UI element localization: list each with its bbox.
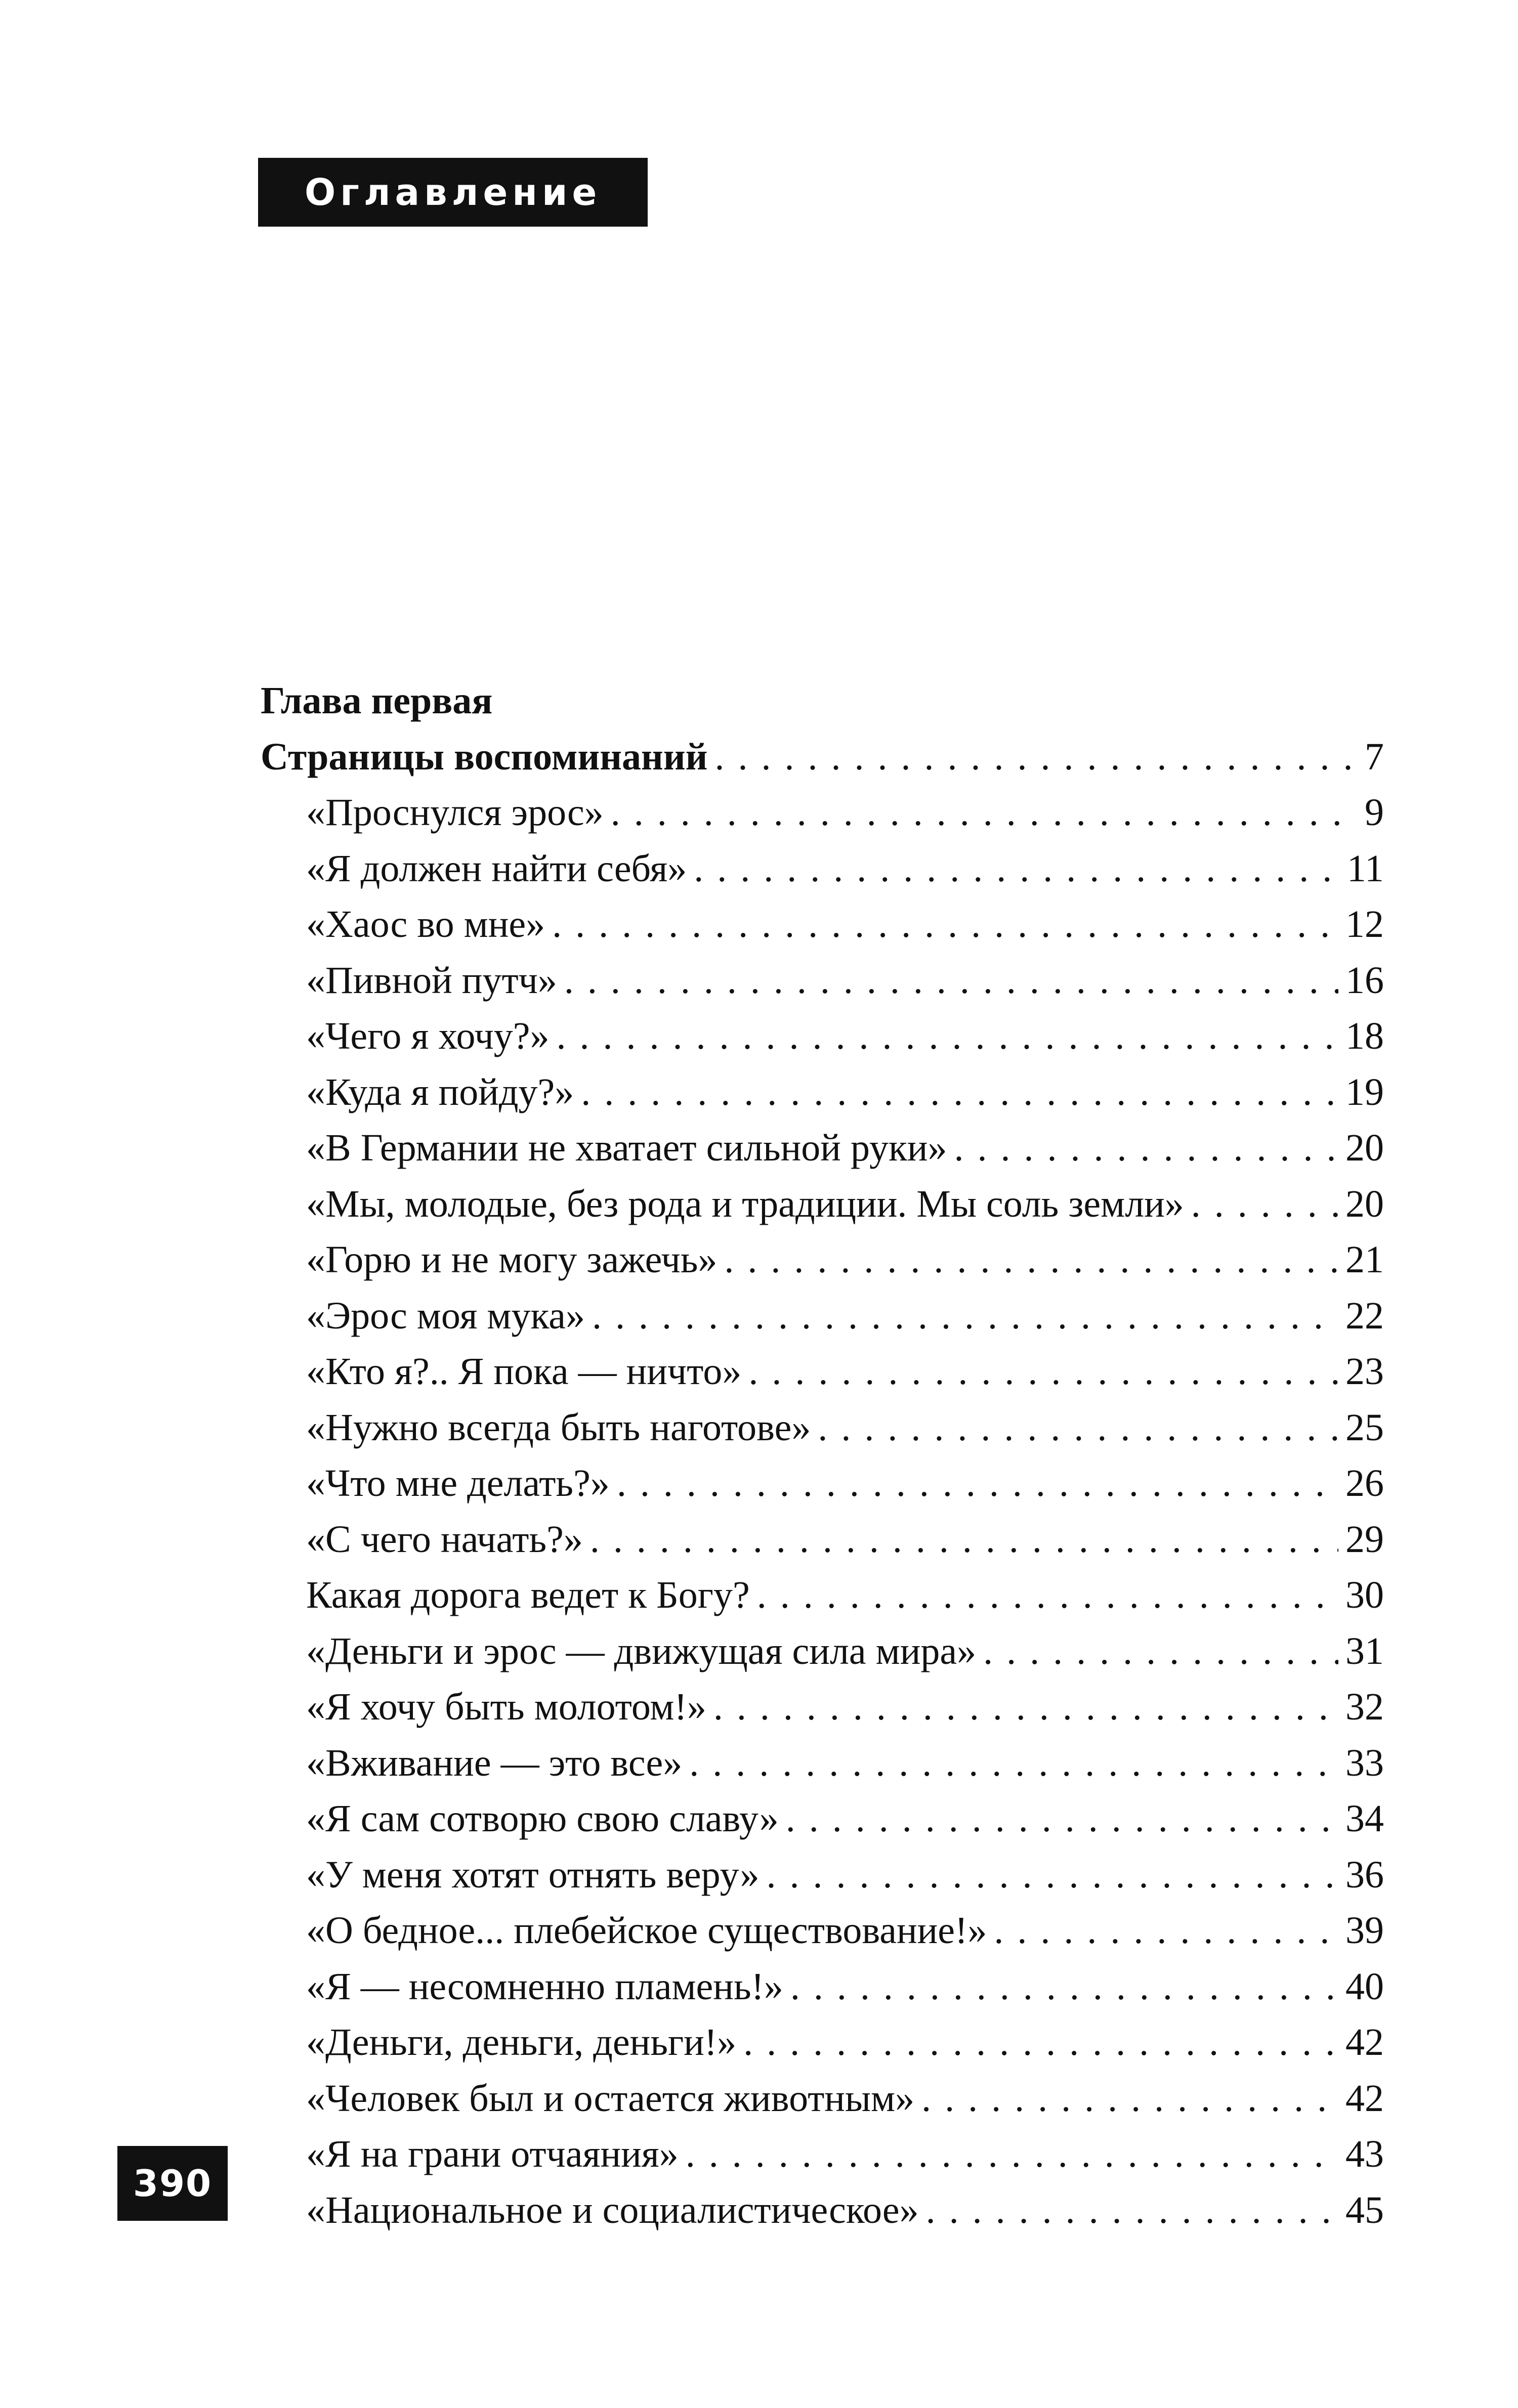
dot-leader xyxy=(564,953,1338,1009)
dot-leader xyxy=(757,1567,1338,1623)
toc-entry-title: «Эрос моя мука» xyxy=(306,1294,585,1337)
toc-entry-title: «Я — несомненно пламень!» xyxy=(306,1965,783,2008)
toc-entry-page-number: 45 xyxy=(1345,2188,1384,2231)
dot-leader xyxy=(748,1344,1338,1400)
toc-entry-title: «Деньги, деньги, деньги!» xyxy=(306,2021,737,2063)
toc-entry xyxy=(261,1176,1384,1232)
toc-entry-page-number: 9 xyxy=(1365,791,1384,834)
chapter-title: Страницы воспоминаний xyxy=(261,735,708,778)
dot-leader xyxy=(954,1120,1338,1176)
toc-entry-page-number: 21 xyxy=(1345,1238,1384,1281)
chapter-label: Глава первая xyxy=(261,679,493,722)
toc-entry-page-number: 20 xyxy=(1345,1182,1384,1225)
dot-leader xyxy=(617,1455,1338,1512)
toc-entry-page-number: 30 xyxy=(1345,1574,1384,1616)
chapter-title-row xyxy=(261,729,1384,785)
toc-entry-page-number: 42 xyxy=(1345,2021,1384,2063)
toc-entry-title: «Я на грани отчаяния» xyxy=(306,2133,679,2175)
toc-entry-title: «Горю и не могу зажечь» xyxy=(306,1238,718,1281)
dot-leader xyxy=(552,896,1338,953)
dot-leader xyxy=(743,2014,1338,2071)
toc-entry-title: «Куда я пойду?» xyxy=(306,1070,574,1113)
toc-entry xyxy=(261,1008,1384,1064)
dot-leader xyxy=(689,1735,1338,1791)
dot-leader xyxy=(724,1232,1338,1288)
toc-entry-page-number: 23 xyxy=(1345,1350,1384,1393)
toc-entry-title: «Я сам сотворю свою славу» xyxy=(306,1797,779,1840)
toc-entry-page-number: 31 xyxy=(1345,1629,1384,1672)
toc-entry xyxy=(261,1623,1384,1680)
toc-entry-page-number: 20 xyxy=(1345,1127,1384,1169)
dot-leader xyxy=(611,785,1358,841)
toc-entry-page-number: 18 xyxy=(1345,1015,1384,1057)
toc-entry-title: «В Германии не хватает сильной руки» xyxy=(306,1127,947,1169)
toc-entry xyxy=(261,1288,1384,1344)
dot-leader xyxy=(592,1288,1338,1344)
toc-entry xyxy=(261,1791,1384,1847)
toc-entry-title: «Я должен найти себя» xyxy=(306,847,687,890)
toc-entry-title: «Национальное и социалистическое» xyxy=(306,2188,919,2231)
toc-entry xyxy=(261,2182,1384,2239)
toc-entry-title: «Вживание — это все» xyxy=(306,1741,683,1784)
toc-entry xyxy=(261,2014,1384,2071)
table-of-contents xyxy=(261,673,1384,2238)
toc-entry xyxy=(261,1344,1384,1400)
toc-entry-page-number: 12 xyxy=(1345,903,1384,945)
toc-entry xyxy=(261,1064,1384,1121)
toc-entry-title: «Пивной путч» xyxy=(306,959,557,1002)
toc-entry-title: «Проснулся эрос» xyxy=(306,791,604,834)
toc-entry xyxy=(261,1512,1384,1568)
toc-entry-title: «У меня хотят отнять веру» xyxy=(306,1853,760,1896)
toc-entry xyxy=(261,785,1384,841)
toc-entry xyxy=(261,2126,1384,2182)
toc-entry xyxy=(261,1903,1384,1959)
toc-entry-page-number: 16 xyxy=(1345,959,1384,1002)
toc-entry xyxy=(261,1232,1384,1288)
chapter-label-row xyxy=(261,673,1384,729)
toc-entry xyxy=(261,1400,1384,1456)
toc-entry xyxy=(261,1847,1384,1903)
dot-leader xyxy=(1191,1176,1338,1232)
toc-entry xyxy=(261,896,1384,953)
dot-leader xyxy=(714,729,1358,785)
page-number: 390 xyxy=(133,2162,213,2205)
dot-leader xyxy=(983,1623,1338,1680)
toc-entry xyxy=(261,1735,1384,1791)
toc-entry-title: «Кто я?.. Я пока — ничто» xyxy=(306,1350,742,1393)
toc-entry-title: «Деньги и эрос — движущая сила мира» xyxy=(306,1629,977,1672)
page-number-badge xyxy=(117,2146,228,2221)
toc-entry-page-number: 26 xyxy=(1345,1462,1384,1504)
toc-entry-title: «Чего я хочу?» xyxy=(306,1015,550,1057)
dot-leader xyxy=(686,2126,1338,2182)
toc-entry-page-number: 40 xyxy=(1345,1965,1384,2008)
toc-entry-page-number: 43 xyxy=(1345,2133,1384,2175)
toc-entry-page-number: 19 xyxy=(1345,1070,1384,1113)
dot-leader xyxy=(590,1512,1338,1568)
dot-leader xyxy=(694,841,1340,897)
toc-entry xyxy=(261,841,1384,897)
toc-entry xyxy=(261,2071,1384,2127)
dot-leader xyxy=(786,1791,1338,1847)
toc-entry-page-number: 32 xyxy=(1345,1686,1384,1728)
toc-entry xyxy=(261,1455,1384,1512)
toc-entry-page-number: 33 xyxy=(1345,1741,1384,1784)
toc-entry-title: «Человек был и остается животным» xyxy=(306,2077,915,2120)
section-header xyxy=(258,158,648,227)
toc-entry-title: «Мы, молодые, без рода и традиции. Мы соль земли» xyxy=(306,1182,1184,1225)
toc-entry xyxy=(261,1120,1384,1176)
toc-entry-list xyxy=(261,785,1384,2238)
dot-leader xyxy=(556,1008,1338,1064)
toc-entry-title: «Хаос во мне» xyxy=(306,903,545,945)
toc-entry xyxy=(261,1959,1384,2015)
toc-entry-title: «С чего начать?» xyxy=(306,1518,583,1561)
toc-entry-page-number: 29 xyxy=(1345,1518,1384,1561)
toc-entry-page-number: 25 xyxy=(1345,1406,1384,1449)
dot-leader xyxy=(818,1400,1338,1456)
toc-entry xyxy=(261,953,1384,1009)
toc-entry-page-number: 36 xyxy=(1345,1853,1384,1896)
toc-entry-title: «Я хочу быть молотом!» xyxy=(306,1686,706,1728)
toc-entry-page-number: 11 xyxy=(1346,847,1384,890)
dot-leader xyxy=(790,1959,1338,2015)
toc-entry-title: «Нужно всегда быть наготове» xyxy=(306,1406,811,1449)
dot-leader xyxy=(921,2071,1338,2127)
toc-entry-title: Какая дорога ведет к Богу? xyxy=(306,1574,750,1616)
toc-entry-page-number: 42 xyxy=(1345,2077,1384,2120)
toc-entry xyxy=(261,1679,1384,1735)
toc-entry xyxy=(261,1567,1384,1623)
section-title: Оглавление xyxy=(305,171,602,213)
dot-leader xyxy=(767,1847,1338,1903)
toc-entry-page-number: 39 xyxy=(1345,1909,1384,1952)
toc-entry-title: «Что мне делать?» xyxy=(306,1462,610,1504)
chapter-page-number: 7 xyxy=(1365,735,1384,778)
dot-leader xyxy=(581,1064,1338,1121)
toc-entry-page-number: 34 xyxy=(1345,1797,1384,1840)
dot-leader xyxy=(713,1679,1338,1735)
dot-leader xyxy=(926,2182,1338,2239)
dot-leader xyxy=(994,1903,1338,1959)
toc-entry-title: «О бедное... плебейское существование!» xyxy=(306,1909,987,1952)
toc-entry-page-number: 22 xyxy=(1345,1294,1384,1337)
